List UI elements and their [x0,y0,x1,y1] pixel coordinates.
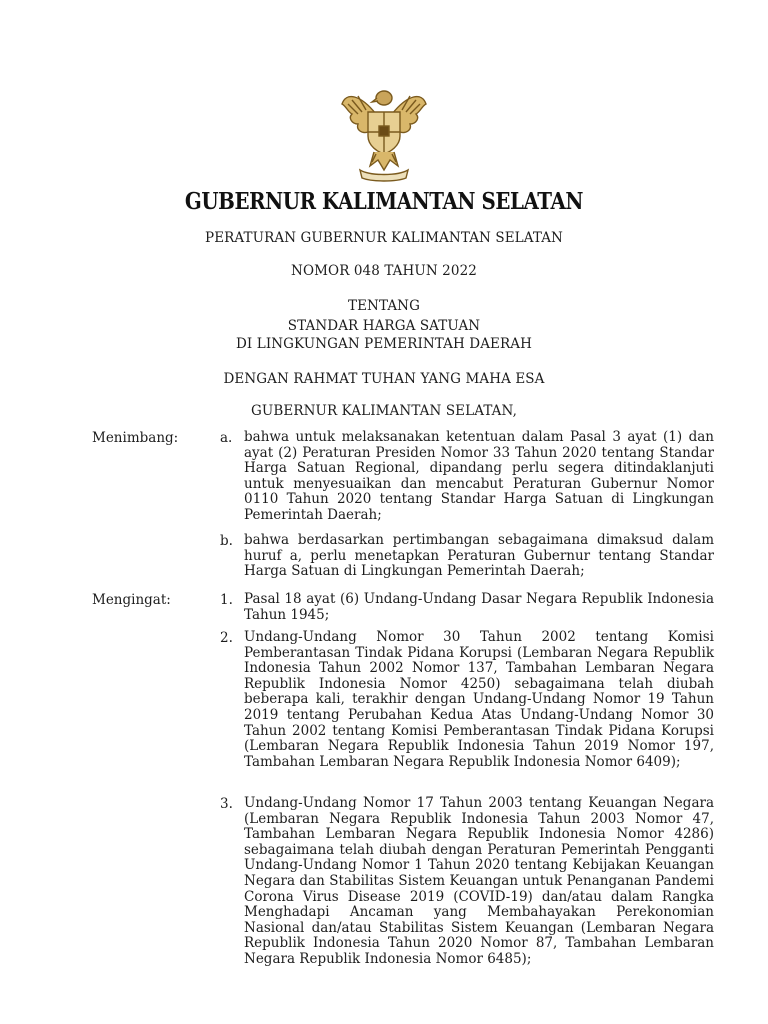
menimbang-item-a: bahwa untuk melaksanakan ketentuan dalam Pasal 3 ayat (1) dan ayat (2) Peraturan Presiden Nomor 33 Tahun 2020 tentang Standar Harga Satuan Regional, dipandang perlu segera ditindaklanjuti untuk menyesuaikan dan mencabut Peraturan Gubernur Nomor 0110 Tahun 2020 tentang Standar Harga Satuan di Lingkungan Pemerintah Daerah; [244,429,714,523]
menimbang-marker-a: a. [220,430,233,446]
mengingat-item-1: Pasal 18 ayat (6) Undang-Undang Dasar Negara Republik Indonesia Tahun 1945; [244,591,714,623]
mengingat-item-2: Undang-Undang Nomor 30 Tahun 2002 tentang Komisi Pemberantasan Tindak Pidana Korupsi (Lembaran Negara Republik Indonesia Tahun 2002 Nomor 137, Tambahan Lembaran Negara Republik Indonesia Nomor 4250) sebagaimana telah diubah beberapa kali, terakhir dengan Undang-Undang Nomor 19 Tahun 2019 tentang Perubahan Kedua Atas Undang-Undang Nomor 30 Tahun 2002 tentang Komisi Pemberantasan Tindak Pidana Korupsi (Lembaran Negara Republik Indonesia Tahun 2019 Nomor 197, Tambahan Lembaran Negara Republik Indonesia Nomor 6409); [244,629,714,770]
mengingat-marker-3: 3. [220,796,233,812]
regulation-number: NOMOR 048 TAHUN 2022 [291,263,477,279]
document-title: GUBERNUR KALIMANTAN SELATAN [184,188,584,215]
subject-line-1: STANDAR HARGA SATUAN [287,318,481,334]
mengingat-item-3: Undang-Undang Nomor 17 Tahun 2003 tentang Keuangan Negara (Lembaran Negara Republik Indonesia Tahun 2003 Nomor 47, Tambahan Lembaran Negara Republik Indonesia Nomor 4286) sebagaimana telah diubah dengan Peraturan Pemerintah Pengganti Undang-Undang Nomor 1 Tahun 2020 tentang Kebijakan Keuangan Negara dan Stabilitas Sistem Keuangan untuk Penanganan Pandemi Corona Virus Disease 2019 (COVID-19) dan/atau dalam Rangka Menghadapi Ancaman yang Membahayakan Perekonomian Nasional dan/atau Stabilitas Sistem Keuangan (Lembaran Negara Republik Indonesia Tahun 2020 Nomor 87, Tambahan Lembaran Negara Republik Indonesia Nomor 6485); [244,795,714,967]
blessing-line: DENGAN RAHMAT TUHAN YANG MAHA ESA [223,371,545,387]
about-heading: TENTANG [348,298,420,314]
garuda-emblem-icon [330,84,438,184]
mengingat-marker-1: 1. [220,592,233,608]
issuer-line: GUBERNUR KALIMANTAN SELATAN, [251,403,517,419]
mengingat-label: Mengingat: [92,592,171,608]
subject-line-2: DI LINGKUNGAN PEMERINTAH DAERAH [236,336,532,352]
menimbang-item-b: bahwa berdasarkan pertimbangan sebagaimana dimaksud dalam huruf a, perlu menetapkan Peraturan Gubernur tentang Standar Harga Satuan di Lingkungan Pemerintah Daerah; [244,532,714,580]
mengingat-marker-2: 2. [220,630,233,646]
menimbang-marker-b: b. [220,533,233,549]
menimbang-label: Menimbang: [92,430,179,446]
regulation-type: PERATURAN GUBERNUR KALIMANTAN SELATAN [205,230,563,246]
